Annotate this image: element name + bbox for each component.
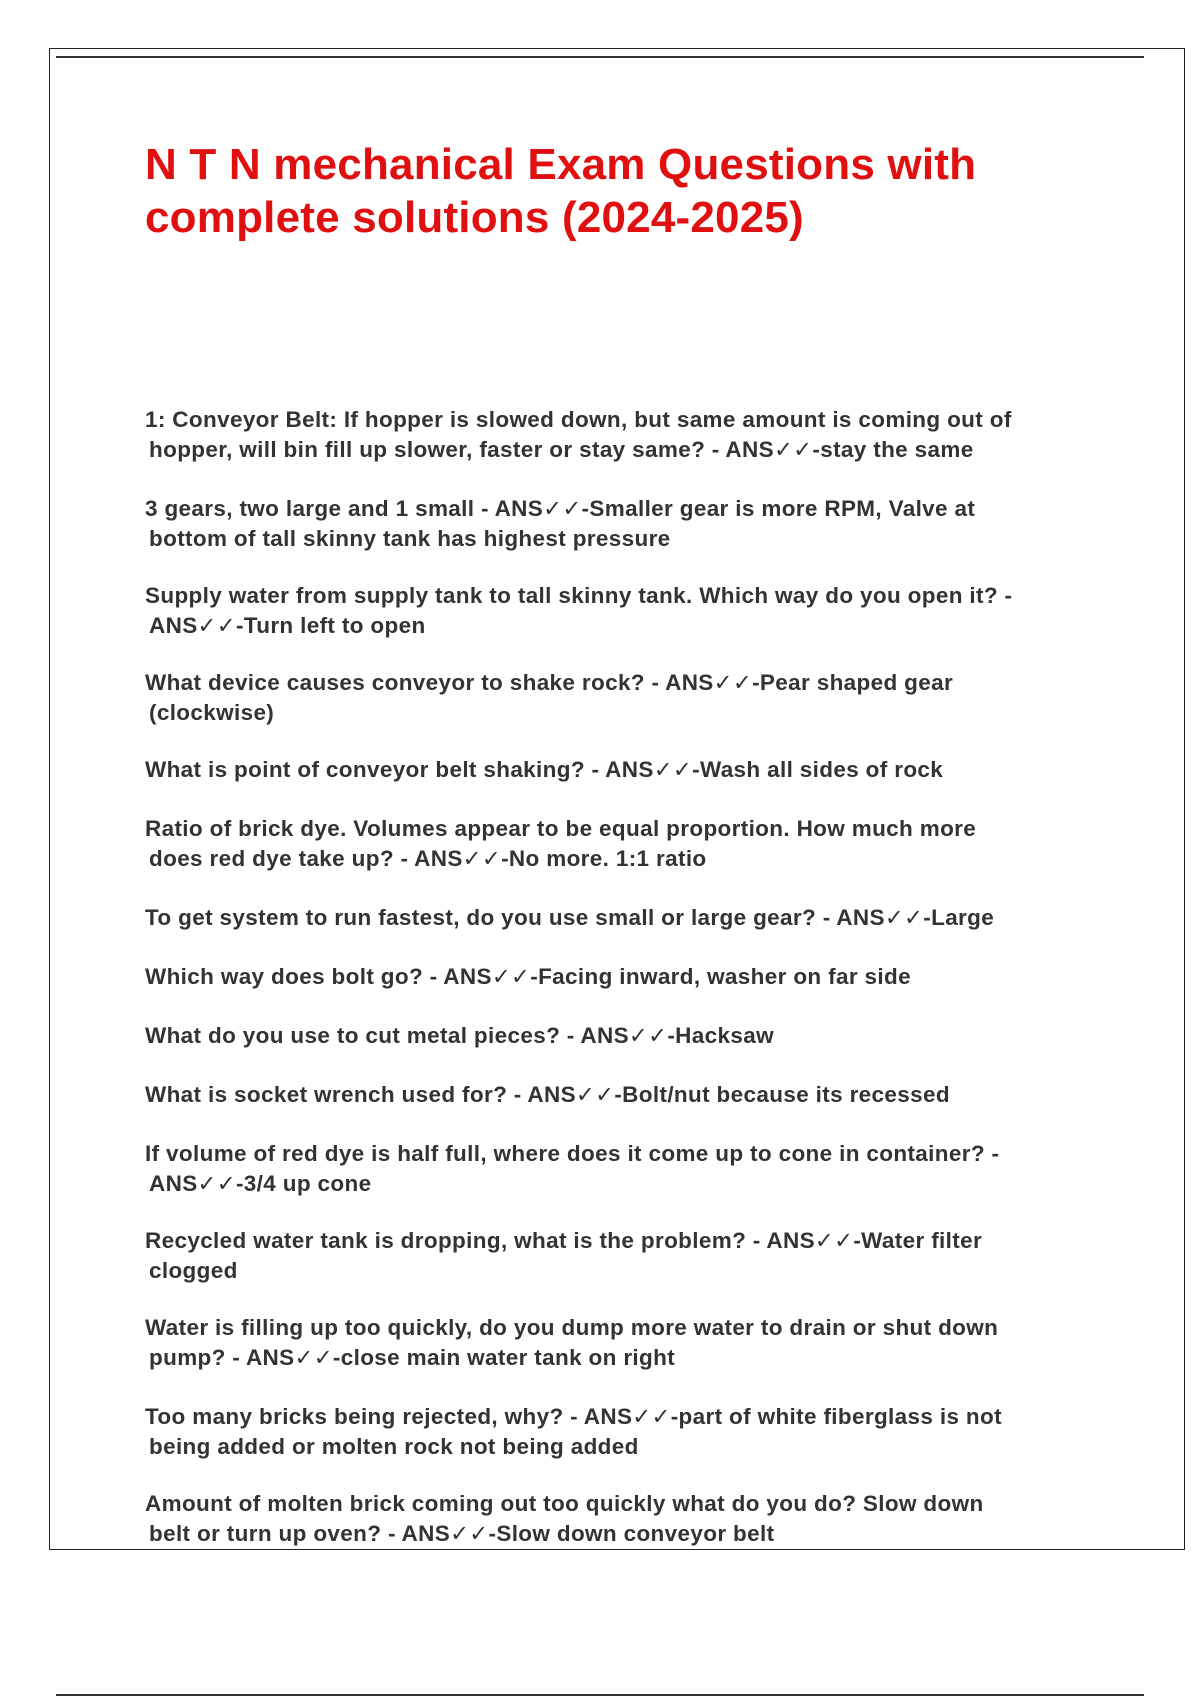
qa-line: hopper, will bin fill up slower, faster or stay same? - ANS✓✓-stay the same [149,437,974,462]
qa-item [145,755,1085,785]
qa-item [145,1139,1085,1199]
qa-line: belt or turn up oven? - ANS✓✓-Slow down conveyor belt [149,1521,775,1546]
qa-line: Water is filling up too quickly, do you dump more water to drain or shut down [145,1315,999,1340]
qa-item [145,962,1085,992]
qa-line: What is socket wrench used for? - ANS✓✓-Bolt/nut because its recessed [145,1082,950,1107]
qa-line: ANS✓✓-3/4 up cone [149,1171,372,1196]
qa-line: Amount of molten brick coming out too quickly what do you do? Slow down [145,1491,984,1516]
qa-line: 1: Conveyor Belt: If hopper is slowed down, but same amount is coming out of [145,407,1012,432]
qa-line: What do you use to cut metal pieces? - ANS✓✓-Hacksaw [145,1023,774,1048]
qa-line: Recycled water tank is dropping, what is the problem? - ANS✓✓-Water filter [145,1228,983,1253]
qa-item [145,668,1085,728]
qa-item [145,1313,1085,1373]
qa-item [145,581,1085,641]
qa-line: (clockwise) [149,700,275,725]
qa-line: Too many bricks being rejected, why? - ANS✓✓-part of white fiberglass is not [145,1404,1002,1429]
qa-item [145,405,1085,465]
qa-item [145,1080,1085,1110]
qa-line: clogged [149,1258,238,1283]
qa-item [145,1489,1085,1549]
qa-line: If volume of red dye is half full, where does it come up to cone in container? - [145,1141,1000,1166]
qa-line: being added or molten rock not being added [149,1434,639,1459]
qa-line: bottom of tall skinny tank has highest pressure [149,526,671,551]
bottom-rule [56,1694,1144,1696]
qa-item [145,814,1085,874]
qa-line: pump? - ANS✓✓-close main water tank on right [149,1345,676,1370]
qa-item [145,1402,1085,1462]
document-title: N T N mechanical Exam Questions with complete solutions (2024-2025) [145,140,977,242]
qa-line: To get system to run fastest, do you use small or large gear? - ANS✓✓-Large [145,905,995,930]
qa-item [145,903,1085,933]
qa-list [145,405,1085,1578]
qa-item [145,494,1085,554]
qa-line: What is point of conveyor belt shaking? - ANS✓✓-Wash all sides of rock [145,757,944,782]
qa-line: does red dye take up? - ANS✓✓-No more. 1:1 ratio [149,846,707,871]
qa-line: Ratio of brick dye. Volumes appear to be equal proportion. How much more [145,816,977,841]
qa-line: 3 gears, two large and 1 small - ANS✓✓-Smaller gear is more RPM, Valve at [145,496,976,521]
qa-line: Which way does bolt go? - ANS✓✓-Facing inward, washer on far side [145,964,911,989]
qa-line: Supply water from supply tank to tall skinny tank. Which way do you open it? - [145,583,1013,608]
qa-line: ANS✓✓-Turn left to open [149,613,426,638]
qa-item [145,1226,1085,1286]
qa-line: What device causes conveyor to shake rock? - ANS✓✓-Pear shaped gear [145,670,954,695]
qa-item [145,1021,1085,1051]
